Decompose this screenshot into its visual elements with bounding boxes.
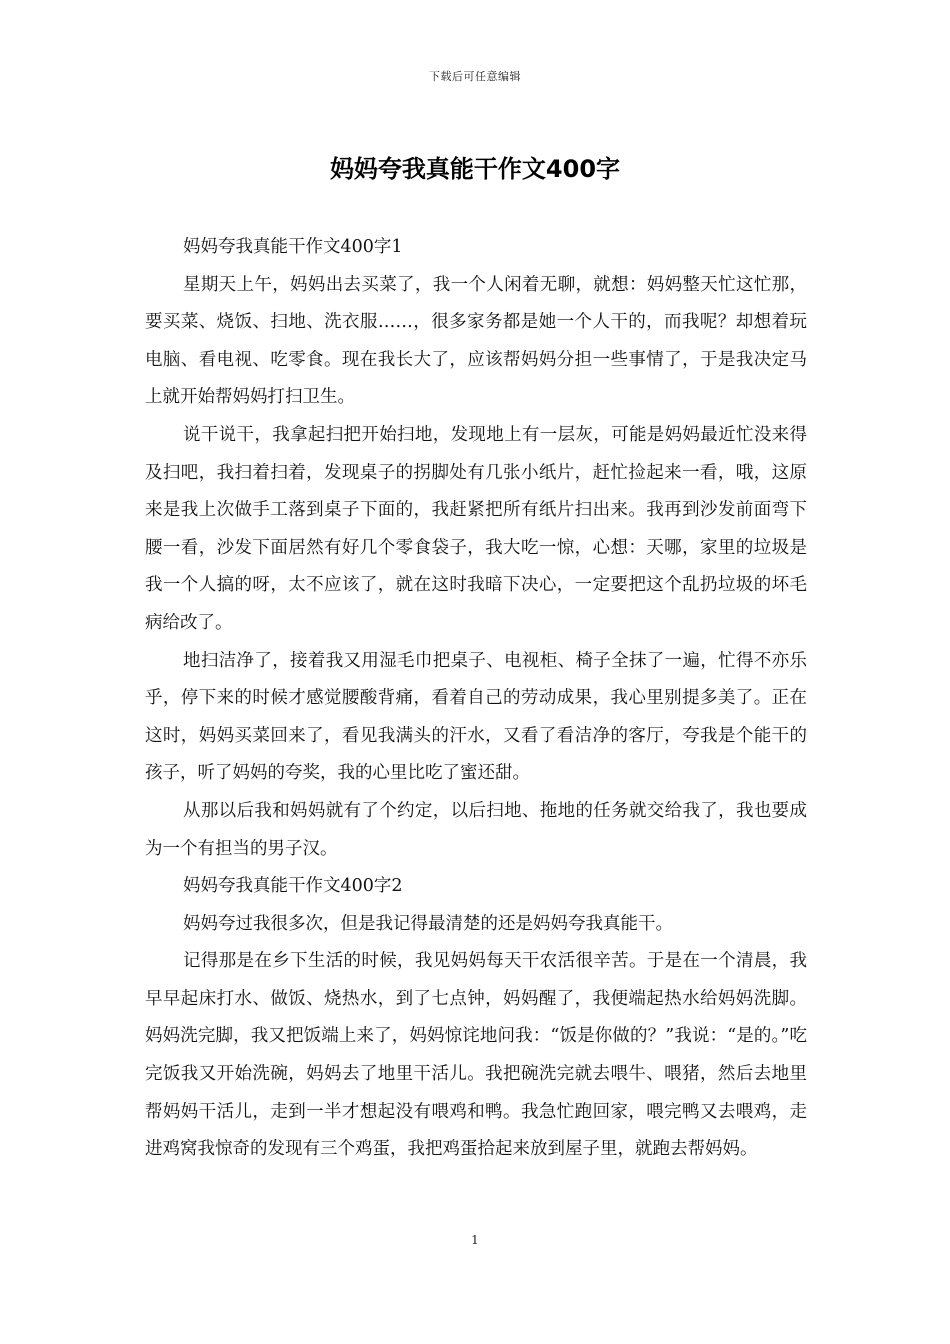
paragraph: 星期天上午，妈妈出去买菜了，我一个人闲着无聊，就想：妈妈整天忙这忙那，要买菜、烧饭、扫地、洗衣服……，很多家务都是她一个人干的，而我呢？却想着玩电脑、看电视、吃零食。现在我长大了，应该帮妈妈分担一些事情了，于是我决定马上就开始帮妈妈打扫卫生。 (145, 274, 807, 408)
document-title: 妈妈夸我真能干作文400字 (329, 155, 621, 183)
paragraph: 记得那是在乡下生活的时候，我见妈妈每天干农活很辛苦。于是在一个清晨，我早早起床打水、做饭、烧热水，到了七点钟，妈妈醒了，我便端起热水给妈妈洗脚。妈妈洗完脚，我又把饭端上来了，妈妈惊诧地问我：“饭是你做的？”我说：“是的。”吃完饭我又开始洗碗，妈妈去了地里干活儿。我把碗洗完就去喂牛、喂猪，然后去地里帮妈妈干活儿，走到一半才想起没有喂鸡和鸭。我急忙跑回家，喂完鸭又去喂鸡，走进鸡窝我惊奇的发现有三个鸡蛋，我把鸡蛋拾起来放到屋子里，就跑去帮妈妈。 (145, 951, 807, 1160)
subtitle-essay-1: 妈妈夸我真能干作文400字1 (183, 237, 403, 257)
paragraph: 说干说干，我拿起扫把开始扫地，发现地上有一层灰，可能是妈妈最近忙没来得及扫吧，我扫着扫着，发现桌子的拐脚处有几张小纸片，赶忙捡起来一看，哦，这原来是我上次做手工落到桌子下面的，我赶紧把所有纸片扫出来。我再到沙发前面弯下腰一看，沙发下面居然有好几个零食袋子，我大吃一惊，心想：天哪，家里的垃圾是我一个人搞的呀，太不应该了，就在这时我暗下决心，一定要把这个乱扔垃圾的坏毛病给改了。 (145, 424, 807, 633)
document-body (145, 229, 807, 1169)
paragraph: 妈妈夸过我很多次，但是我记得最清楚的还是妈妈夸我真能干。 (183, 913, 673, 934)
subtitle-essay-2: 妈妈夸我真能干作文400字2 (183, 876, 403, 897)
page-number: 1 (471, 1233, 479, 1247)
paragraph: 从那以后我和妈妈就有了个约定，以后扫地、拖地的任务就交给我了，我也要成为一个有担当的男子汉。 (145, 800, 807, 859)
paragraph: 地扫洁净了，接着我又用湿毛巾把桌子、电视柜、椅子全抹了一遍，忙得不亦乐乎，停下来的时候才感觉腰酸背痛，看着自己的劳动成果，我心里别提多美了。正在这时，妈妈买菜回来了，看见我满头的汗水，又看了看洁净的客厅，夸我是个能干的孩子，听了妈妈的夸奖，我的心里比吃了蜜还甜。 (145, 650, 807, 784)
header-note: 下载后可任意编辑 (429, 70, 521, 83)
